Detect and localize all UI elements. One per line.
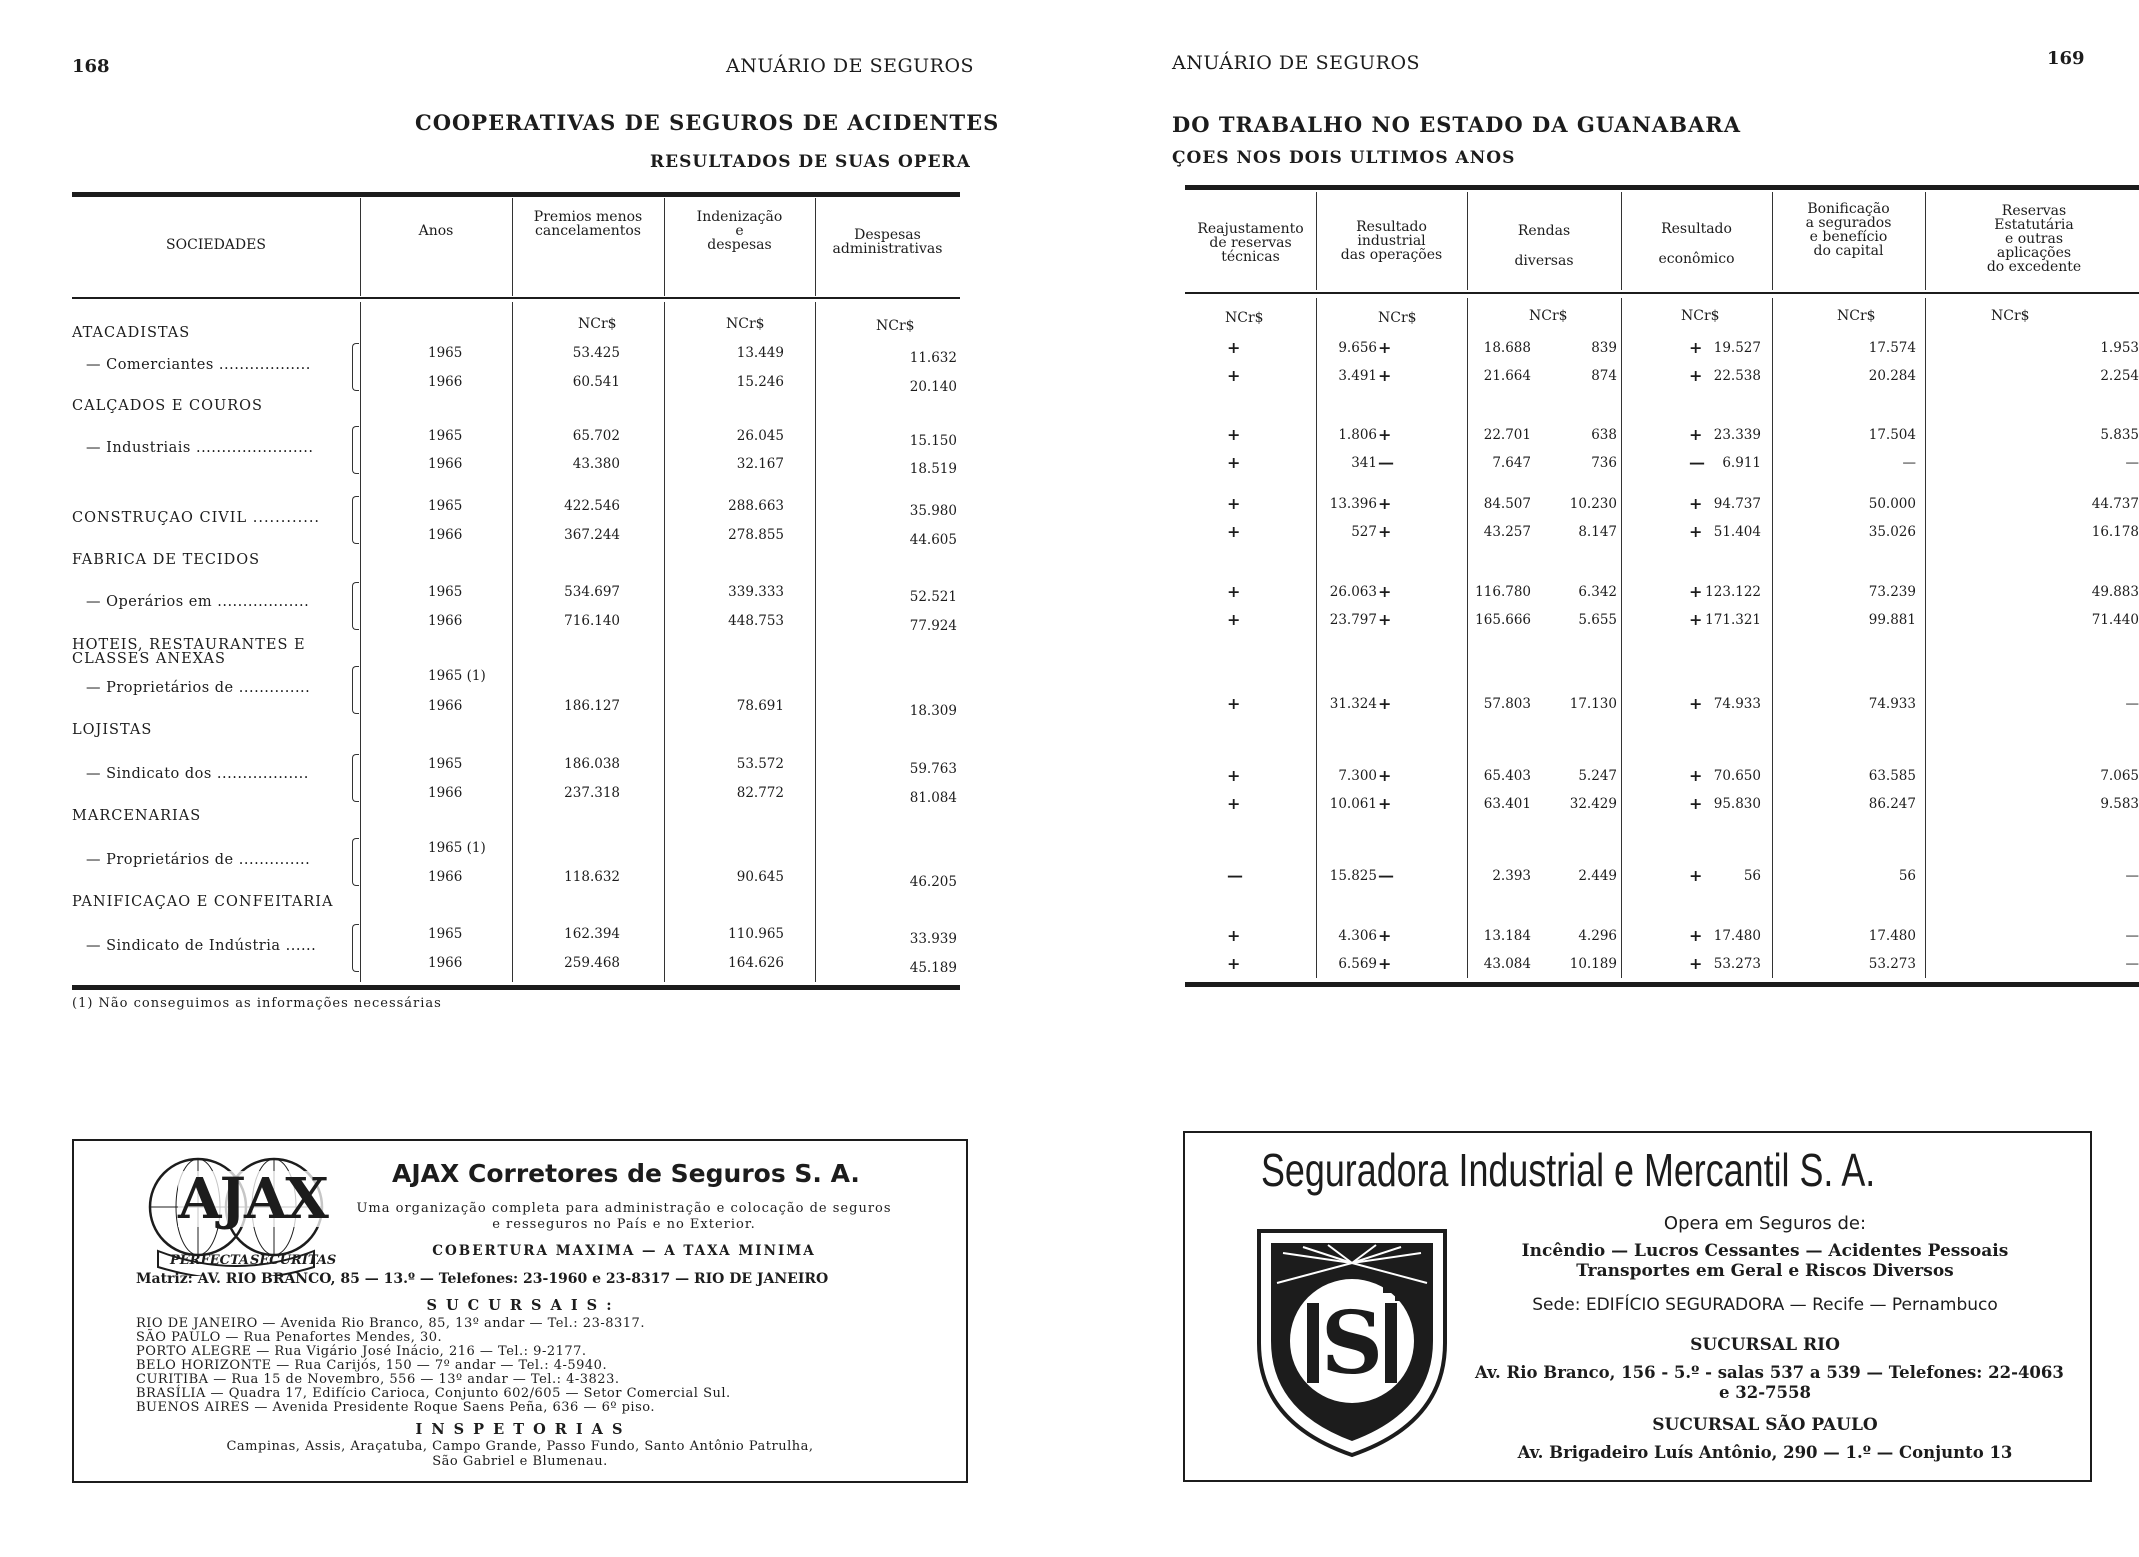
year-cell: 1966 xyxy=(428,955,463,971)
sign-cell: + xyxy=(1378,926,1392,945)
group-name: LOJISTAS xyxy=(72,722,153,738)
header-premios: Premios menos cancelamentos xyxy=(533,209,643,239)
reajustamento-cell: 7.300 xyxy=(1338,768,1377,784)
group-subtitle: — Proprietários de .............. xyxy=(86,680,311,696)
reajustamento-cell: 3.491 xyxy=(1338,368,1377,384)
table-bottom-rule xyxy=(1185,982,2139,987)
reservas-cell: — xyxy=(2125,868,2139,884)
year-cell: 1966 xyxy=(428,374,463,390)
resultado-economico-cell: 74.933 xyxy=(1713,696,1761,712)
sign-cell: + xyxy=(1227,366,1241,385)
year-cell: 1966 xyxy=(428,785,463,801)
reservas-cell: 49.883 xyxy=(2091,584,2139,600)
sign-cell: + xyxy=(1227,766,1241,785)
premios-cell: 186.127 xyxy=(564,698,620,714)
sign-cell: + xyxy=(1378,425,1392,444)
resultado-industrial-cell: 116.780 xyxy=(1475,584,1531,600)
despesas-cell: 59.763 xyxy=(909,761,957,777)
resultado-industrial-cell: 43.257 xyxy=(1483,524,1531,540)
bonificacao-cell: — xyxy=(1902,455,1916,471)
year-cell: 1966 xyxy=(428,456,463,472)
ajax-logo-banner-left: PERFECTA xyxy=(170,1253,250,1268)
running-head: ANUÁRIO DE SEGUROS xyxy=(726,55,975,77)
header-bonificacao: Bonificação a segurados e benefício do capital xyxy=(1805,201,1892,259)
sign-cell: + xyxy=(1689,610,1703,629)
despesas-cell: 77.924 xyxy=(909,618,957,634)
premios-cell: 237.318 xyxy=(564,785,620,801)
resultado-economico-cell: 95.830 xyxy=(1713,796,1761,812)
sign-cell: + xyxy=(1689,425,1703,444)
indenizacao-cell: 82.772 xyxy=(736,785,784,801)
unit-label: NCr$ xyxy=(1529,308,1568,324)
reajustamento-cell: 26.063 xyxy=(1329,584,1377,600)
sim-sucursal-sp-title: SUCURSAL SÃO PAULO xyxy=(1652,1415,1878,1435)
reajustamento-cell: 6.569 xyxy=(1338,956,1377,972)
brace-bracket xyxy=(352,496,359,544)
group-name: MARCENARIAS xyxy=(72,808,202,824)
premios-cell: 43.380 xyxy=(572,456,620,472)
ajax-inspetorias: São Gabriel e Blumenau. xyxy=(432,1454,608,1469)
sign-cell: + xyxy=(1227,425,1241,444)
reservas-cell: — xyxy=(2125,956,2139,972)
ajax-sucursal-line: SÃO PAULO — Rua Penafortes Mendes, 30. xyxy=(136,1330,443,1345)
resultado-economico-cell: 51.404 xyxy=(1713,524,1761,540)
header-rendas: Rendas diversas xyxy=(1514,223,1574,269)
premios-cell: 367.244 xyxy=(564,527,620,543)
premios-cell: 716.140 xyxy=(564,613,620,629)
group-subtitle: — Sindicato dos .................. xyxy=(86,766,309,782)
sign-cell: + xyxy=(1227,582,1241,601)
sign-cell: — xyxy=(1378,866,1394,885)
sign-cell: + xyxy=(1227,954,1241,973)
year-cell: 1966 xyxy=(428,698,463,714)
sim-ramos: Incêndio — Lucros Cessantes — Acidentes Pessoais xyxy=(1521,1241,2009,1261)
group-name: CALÇADOS E COUROS xyxy=(72,398,263,414)
group-name: PANIFICAÇAO E CONFEITARIA xyxy=(72,894,334,910)
sign-cell: + xyxy=(1689,954,1703,973)
rendas-cell: 17.130 xyxy=(1569,696,1617,712)
bonificacao-cell: 99.881 xyxy=(1868,612,1916,628)
year-cell: 1965 xyxy=(428,428,463,444)
resultado-industrial-cell: 22.701 xyxy=(1483,427,1531,443)
despesas-cell: 18.309 xyxy=(909,703,957,719)
bonificacao-cell: 56 xyxy=(1898,868,1916,884)
reservas-cell: — xyxy=(2125,696,2139,712)
resultado-economico-cell: 70.650 xyxy=(1713,768,1761,784)
ajax-inspetorias-title: I N S P E T O R I A S xyxy=(415,1421,625,1438)
sign-cell: + xyxy=(1227,494,1241,513)
despesas-cell: 45.189 xyxy=(909,960,957,976)
sign-cell: + xyxy=(1227,926,1241,945)
ajax-logo-text: AJAX xyxy=(178,1166,327,1232)
sign-cell: + xyxy=(1689,694,1703,713)
header-indenizacao: Indenização e despesas xyxy=(696,209,783,253)
sign-cell: + xyxy=(1227,338,1241,357)
rendas-cell: 874 xyxy=(1591,368,1617,384)
reajustamento-cell: 1.806 xyxy=(1338,427,1377,443)
bonificacao-cell: 17.504 xyxy=(1868,427,1916,443)
reservas-cell: — xyxy=(2125,928,2139,944)
reservas-cell: 2.254 xyxy=(2100,368,2139,384)
table-title: DO TRABALHO NO ESTADO DA GUANABARA xyxy=(1172,112,1741,137)
resultado-industrial-cell: 7.647 xyxy=(1492,455,1531,471)
sim-company-name: Seguradora Industrial e Mercantil S. A. xyxy=(1261,1144,1876,1196)
sign-cell: + xyxy=(1689,926,1703,945)
ajax-advertisement xyxy=(72,1139,968,1483)
header-sociedades: SOCIEDADES xyxy=(166,237,266,253)
group-subtitle: — Operários em .................. xyxy=(86,594,310,610)
table-title: COOPERATIVAS DE SEGUROS DE ACIDENTES xyxy=(415,110,1000,135)
reservas-cell: 44.737 xyxy=(2091,496,2139,512)
ajax-sucursal-line: BRASÍLIA — Quadra 17, Edifício Carioca, Conjunto 602/605 — Setor Comercial Sul. xyxy=(136,1386,731,1401)
reajustamento-cell: 341 xyxy=(1351,455,1377,471)
sign-cell: + xyxy=(1378,522,1392,541)
resultado-economico-cell: 17.480 xyxy=(1713,928,1761,944)
despesas-cell: 35.980 xyxy=(909,503,957,519)
table-top-rule xyxy=(1185,185,2139,190)
bonificacao-cell: 20.284 xyxy=(1868,368,1916,384)
table-bottom-rule xyxy=(72,985,960,990)
table-subtitle: ÇOES NOS DOIS ULTIMOS ANOS xyxy=(1172,148,1516,168)
sign-cell: + xyxy=(1689,794,1703,813)
ajax-tagline: e resseguros no País e no Exterior. xyxy=(492,1217,756,1232)
reajustamento-cell: 4.306 xyxy=(1338,928,1377,944)
sign-cell: + xyxy=(1378,694,1392,713)
year-cell: 1966 xyxy=(428,613,463,629)
brace-bracket xyxy=(352,343,359,391)
bonificacao-cell: 17.480 xyxy=(1868,928,1916,944)
brace-bracket xyxy=(352,666,359,714)
resultado-economico-cell: 171.321 xyxy=(1705,612,1761,628)
unit-label: NCr$ xyxy=(1681,308,1720,324)
despesas-cell: 81.084 xyxy=(909,790,957,806)
reservas-cell: 16.178 xyxy=(2091,524,2139,540)
reajustamento-cell: 23.797 xyxy=(1329,612,1377,628)
ajax-tagline: Uma organização completa para administração e colocação de seguros xyxy=(356,1201,892,1216)
sign-cell: + xyxy=(1689,494,1703,513)
indenizacao-cell: 32.167 xyxy=(736,456,784,472)
sign-cell: + xyxy=(1227,694,1241,713)
ajax-matriz: Matriz: AV. RIO BRANCO, 85 — 13.º — Telefones: 23-1960 e 23-8317 — RIO DE JANEIRO xyxy=(136,1271,829,1287)
bonificacao-cell: 86.247 xyxy=(1868,796,1916,812)
sign-cell: — xyxy=(1227,866,1243,885)
ajax-slogan: COBERTURA MAXIMA — A TAXA MINIMA xyxy=(432,1243,816,1259)
despesas-cell: 46.205 xyxy=(909,874,957,890)
sign-cell: + xyxy=(1378,610,1392,629)
premios-cell: 162.394 xyxy=(564,926,620,942)
resultado-industrial-cell: 13.184 xyxy=(1483,928,1531,944)
sign-cell: + xyxy=(1689,338,1703,357)
year-cell: 1965 xyxy=(428,498,463,514)
year-cell: 1965 xyxy=(428,584,463,600)
resultado-economico-cell: 19.527 xyxy=(1713,340,1761,356)
header-reservas: Reservas Estatutária e outras aplicações do excedente xyxy=(1986,203,2082,275)
sign-cell: + xyxy=(1227,794,1241,813)
header-resultado-industrial: Resultado industrial das operações xyxy=(1340,219,1443,263)
rendas-cell: 736 xyxy=(1591,455,1617,471)
rendas-cell: 839 xyxy=(1591,340,1617,356)
despesas-cell: 18.519 xyxy=(909,461,957,477)
year-cell: 1965 (1) xyxy=(428,668,486,684)
indenizacao-cell: 288.663 xyxy=(728,498,784,514)
year-cell: 1965 xyxy=(428,345,463,361)
despesas-cell: 52.521 xyxy=(909,589,957,605)
sign-cell: + xyxy=(1227,453,1241,472)
sim-advertisement xyxy=(1183,1131,2092,1482)
resultado-economico-cell: 23.339 xyxy=(1713,427,1761,443)
premios-cell: 65.702 xyxy=(572,428,620,444)
reservas-cell: — xyxy=(2125,455,2139,471)
indenizacao-cell: 13.449 xyxy=(736,345,784,361)
reajustamento-cell: 31.324 xyxy=(1329,696,1377,712)
table-subtitle: RESULTADOS DE SUAS OPERA xyxy=(650,152,971,172)
svg-text:S: S xyxy=(1320,1293,1384,1394)
page-number: 169 xyxy=(2047,48,2085,69)
bonificacao-cell: 74.933 xyxy=(1868,696,1916,712)
sign-cell: — xyxy=(1378,453,1394,472)
sign-cell: + xyxy=(1227,610,1241,629)
resultado-industrial-cell: 43.084 xyxy=(1483,956,1531,972)
rendas-cell: 6.342 xyxy=(1578,584,1617,600)
group-subtitle: — Proprietários de .............. xyxy=(86,852,311,868)
despesas-cell: 44.605 xyxy=(909,532,957,548)
indenizacao-cell: 53.572 xyxy=(736,756,784,772)
indenizacao-cell: 15.246 xyxy=(736,374,784,390)
ajax-sucursal-line: PORTO ALEGRE — Rua Vigário José Inácio, 216 — Tel.: 9-2177. xyxy=(136,1344,587,1359)
despesas-cell: 15.150 xyxy=(909,433,957,449)
brace-bracket xyxy=(352,838,359,886)
sim-sucursal-rio: e 32-7558 xyxy=(1719,1383,1811,1402)
year-cell: 1966 xyxy=(428,869,463,885)
col-divider xyxy=(360,302,361,982)
indenizacao-cell: 164.626 xyxy=(728,955,784,971)
rendas-cell: 2.449 xyxy=(1578,868,1617,884)
sim-opera: Opera em Seguros de: xyxy=(1663,1213,1867,1234)
header-anos: Anos xyxy=(418,223,454,239)
unit-label: NCr$ xyxy=(726,316,765,332)
brace-bracket xyxy=(352,924,359,972)
indenizacao-cell: 339.333 xyxy=(728,584,784,600)
despesas-cell: 33.939 xyxy=(909,931,957,947)
premios-cell: 186.038 xyxy=(564,756,620,772)
unit-label: NCr$ xyxy=(1837,308,1876,324)
sign-cell: + xyxy=(1689,582,1703,601)
sign-cell: + xyxy=(1689,366,1703,385)
sign-cell: + xyxy=(1378,794,1392,813)
col-divider xyxy=(360,198,361,296)
sign-cell: + xyxy=(1378,494,1392,513)
year-cell: 1965 xyxy=(428,756,463,772)
brace-bracket xyxy=(352,426,359,474)
reajustamento-cell: 13.396 xyxy=(1329,496,1377,512)
unit-label: NCr$ xyxy=(1225,310,1264,326)
indenizacao-cell: 448.753 xyxy=(728,613,784,629)
resultado-economico-cell: 94.737 xyxy=(1713,496,1761,512)
rendas-cell: 10.230 xyxy=(1569,496,1617,512)
bonificacao-cell: 50.000 xyxy=(1868,496,1916,512)
premios-cell: 53.425 xyxy=(572,345,620,361)
premios-cell: 60.541 xyxy=(572,374,620,390)
reajustamento-cell: 15.825 xyxy=(1329,868,1377,884)
year-cell: 1965 (1) xyxy=(428,840,486,856)
bonificacao-cell: 17.574 xyxy=(1868,340,1916,356)
table-top-rule xyxy=(72,192,960,197)
resultado-economico-cell: 53.273 xyxy=(1713,956,1761,972)
sign-cell: + xyxy=(1378,338,1392,357)
ajax-sucursal-line: CURITIBA — Rua 15 de Novembro, 556 — 13º andar — Tel.: 4-3823. xyxy=(136,1372,620,1387)
year-cell: 1966 xyxy=(428,527,463,543)
sign-cell: + xyxy=(1378,582,1392,601)
ajax-sucursal-line: BELO HORIZONTE — Rua Carijós, 150 — 7º andar — Tel.: 4-5940. xyxy=(136,1358,608,1373)
page-number: 168 xyxy=(72,56,110,77)
indenizacao-cell: 278.855 xyxy=(728,527,784,543)
reservas-cell: 5.835 xyxy=(2100,427,2139,443)
rendas-cell: 638 xyxy=(1591,427,1617,443)
bonificacao-cell: 73.239 xyxy=(1868,584,1916,600)
bonificacao-cell: 53.273 xyxy=(1868,956,1916,972)
ajax-logo-banner-right: SECURITAS xyxy=(250,1253,337,1268)
sign-cell: + xyxy=(1689,766,1703,785)
sim-sede: Sede: EDIFÍCIO SEGURADORA — Recife — Pernambuco xyxy=(1532,1295,1998,1315)
running-head: ANUÁRIO DE SEGUROS xyxy=(1172,52,1421,74)
sim-shield-logo-icon xyxy=(1253,1223,1451,1459)
group-subtitle: — Comerciantes .................. xyxy=(86,357,311,373)
bonificacao-cell: 35.026 xyxy=(1868,524,1916,540)
resultado-economico-cell: 123.122 xyxy=(1705,584,1761,600)
group-name: ATACADISTAS xyxy=(72,325,191,341)
header-reajustamento: Reajustamento de reservas técnicas xyxy=(1197,221,1304,265)
resultado-economico-cell: 22.538 xyxy=(1713,368,1761,384)
resultado-economico-cell: 6.911 xyxy=(1722,455,1761,471)
group-name: FABRICA DE TECIDOS xyxy=(72,552,261,568)
group-subtitle: — Sindicato de Indústria ...... xyxy=(86,938,317,954)
ajax-company-name: AJAX Corretores de Seguros S. A. xyxy=(392,1159,860,1188)
resultado-industrial-cell: 165.666 xyxy=(1475,612,1531,628)
group-name: HOTEIS, RESTAURANTES E CLASSES ANEXAS xyxy=(72,637,306,667)
rendas-cell: 5.655 xyxy=(1578,612,1617,628)
rendas-cell: 4.296 xyxy=(1578,928,1617,944)
unit-label: NCr$ xyxy=(1378,310,1417,326)
footnote: (1) Não conseguimos as informações necessárias xyxy=(72,996,442,1011)
reajustamento-cell: 527 xyxy=(1351,524,1377,540)
resultado-industrial-cell: 84.507 xyxy=(1483,496,1531,512)
rendas-cell: 10.189 xyxy=(1569,956,1617,972)
indenizacao-cell: 90.645 xyxy=(736,869,784,885)
premios-cell: 422.546 xyxy=(564,498,620,514)
despesas-cell: 11.632 xyxy=(909,350,957,366)
rendas-cell: 8.147 xyxy=(1578,524,1617,540)
premios-cell: 534.697 xyxy=(564,584,620,600)
header-bottom-rule xyxy=(72,297,960,299)
indenizacao-cell: 26.045 xyxy=(736,428,784,444)
rendas-cell: 5.247 xyxy=(1578,768,1617,784)
bonificacao-cell: 63.585 xyxy=(1868,768,1916,784)
sign-cell: + xyxy=(1689,866,1703,885)
unit-label: NCr$ xyxy=(578,316,617,332)
ajax-sucursal-line: BUENOS AIRES — Avenida Presidente Roque Saens Peña, 636 — 6º piso. xyxy=(136,1400,655,1415)
sign-cell: — xyxy=(1689,453,1705,472)
resultado-industrial-cell: 18.688 xyxy=(1483,340,1531,356)
group-subtitle: — Industriais ....................... xyxy=(86,440,314,456)
sign-cell: + xyxy=(1689,522,1703,541)
header-despesas: Despesas administrativas xyxy=(832,227,943,257)
resultado-industrial-cell: 65.403 xyxy=(1483,768,1531,784)
sign-cell: + xyxy=(1378,366,1392,385)
unit-label: NCr$ xyxy=(1991,308,2030,324)
despesas-cell: 20.140 xyxy=(909,379,957,395)
reservas-cell: 1.953 xyxy=(2100,340,2139,356)
resultado-industrial-cell: 57.803 xyxy=(1483,696,1531,712)
premios-cell: 118.632 xyxy=(564,869,620,885)
resultado-industrial-cell: 21.664 xyxy=(1483,368,1531,384)
resultado-industrial-cell: 63.401 xyxy=(1483,796,1531,812)
resultado-industrial-cell: 2.393 xyxy=(1492,868,1531,884)
sign-cell: + xyxy=(1378,766,1392,785)
reservas-cell: 9.583 xyxy=(2100,796,2139,812)
ajax-sucursais-title: S U C U R S A I S : xyxy=(426,1297,614,1314)
indenizacao-cell: 110.965 xyxy=(728,926,784,942)
sim-ramos: Transportes em Geral e Riscos Diversos xyxy=(1576,1261,1954,1281)
year-cell: 1965 xyxy=(428,926,463,942)
group-name: CONSTRUÇAO CIVIL ............ xyxy=(72,510,321,526)
brace-bracket xyxy=(352,754,359,802)
brace-bracket xyxy=(352,582,359,630)
rendas-cell: 32.429 xyxy=(1569,796,1617,812)
reservas-cell: 7.065 xyxy=(2100,768,2139,784)
reajustamento-cell: 10.061 xyxy=(1329,796,1377,812)
reservas-cell: 71.440 xyxy=(2091,612,2139,628)
sim-sucursal-rio: Av. Rio Branco, 156 - 5.º - salas 537 a 539 — Telefones: 22-4063 xyxy=(1475,1363,2064,1382)
ajax-sucursal-line: RIO DE JANEIRO — Avenida Rio Branco, 85, 13º andar — Tel.: 23-8317. xyxy=(136,1316,645,1331)
indenizacao-cell: 78.691 xyxy=(736,698,784,714)
sign-cell: + xyxy=(1378,954,1392,973)
header-bottom-rule xyxy=(1185,292,2139,294)
premios-cell: 259.468 xyxy=(564,955,620,971)
sim-sucursal-sp: Av. Brigadeiro Luís Antônio, 290 — 1.º — Conjunto 13 xyxy=(1517,1443,2013,1462)
resultado-economico-cell: 56 xyxy=(1743,868,1761,884)
header-resultado-economico: Resultado econômico xyxy=(1658,221,1735,267)
sign-cell: + xyxy=(1227,522,1241,541)
reajustamento-cell: 9.656 xyxy=(1338,340,1377,356)
ajax-inspetorias: Campinas, Assis, Araçatuba, Campo Grande, Passo Fundo, Santo Antônio Patrulha, xyxy=(226,1439,814,1454)
unit-label: NCr$ xyxy=(876,318,915,334)
sim-sucursal-rio-title: SUCURSAL RIO xyxy=(1690,1335,1840,1355)
